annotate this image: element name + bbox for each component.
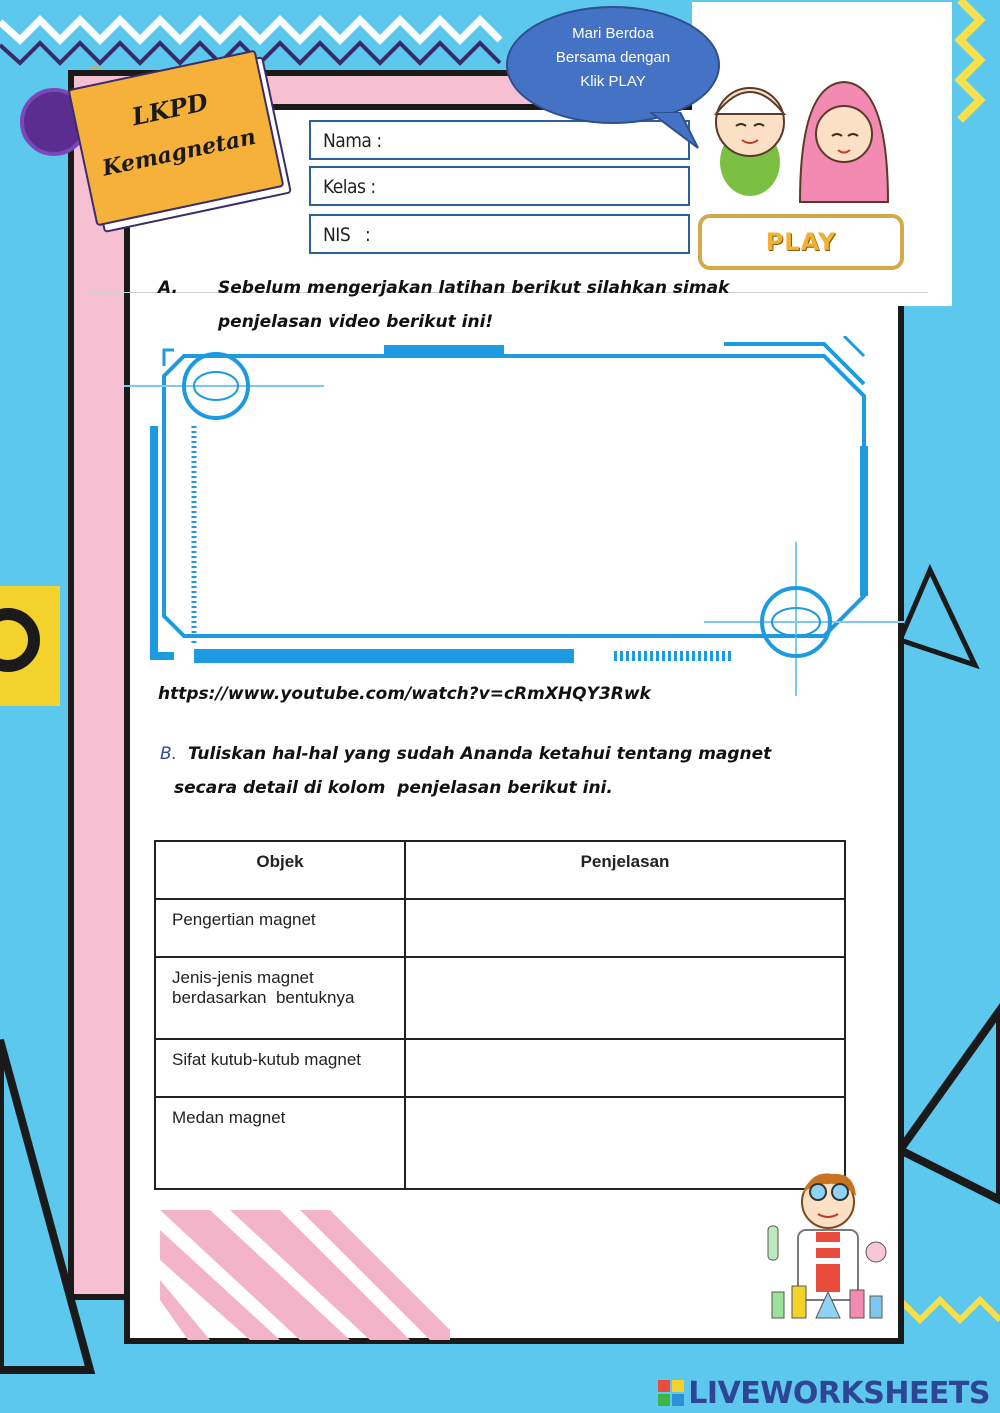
row-objek: [155, 1097, 405, 1189]
video-frame[interactable]: [124, 336, 914, 706]
liveworksheets-watermark: [658, 1376, 990, 1411]
header-objek: Objek: [155, 841, 405, 899]
prayer-speech-bubble: [506, 6, 720, 124]
row-objek: [155, 1039, 405, 1097]
header-penjelasan: Penjelasan: [405, 841, 845, 899]
nis-label: NIS :: [323, 224, 371, 246]
bubble-tail: [650, 112, 710, 152]
explanation-table: [154, 840, 846, 1190]
kelas-field[interactable]: [309, 166, 690, 206]
pink-stripes: [130, 1190, 460, 1340]
section-a-line2: penjelasan video berikut ini!: [218, 312, 494, 332]
lkpd-subtitle: Kemagnetan: [100, 123, 259, 182]
section-a-line1: Sebelum mengerjakan latihan berikut silahkan simak: [218, 278, 730, 298]
lkpd-title: LKPD: [129, 86, 211, 132]
table-row: [155, 899, 845, 957]
table-header-row: [155, 841, 845, 899]
row-objek-text: Medan magnet: [172, 1108, 286, 1127]
table-row: [155, 1097, 845, 1189]
watermark-text: LIVEWORKSHEETS: [688, 1376, 990, 1411]
scientist-boy-illustration: [762, 1166, 892, 1322]
nis-field[interactable]: [309, 214, 690, 254]
bubble-line-1: Mari Berdoa: [572, 25, 654, 42]
row-objek-text: Jenis-jenis magnet: [172, 968, 314, 987]
table-row: [155, 957, 845, 1039]
triangle-bottom-right: [900, 1010, 1000, 1200]
row-objek: [155, 899, 405, 957]
penjelasan-answer-cell[interactable]: [405, 899, 845, 957]
nama-label: Nama :: [323, 130, 382, 152]
row-objek: [155, 957, 405, 1039]
video-frame-outline: [164, 356, 864, 636]
section-b-marker: B.: [160, 744, 178, 764]
section-a-marker: A.: [158, 278, 178, 298]
table-row: [155, 1039, 845, 1097]
kelas-label: Kelas :: [323, 176, 376, 198]
row-objek-text: berdasarkan bentuknya: [172, 988, 355, 1007]
bubble-line-3: Klik PLAY: [580, 73, 646, 90]
zigzag-top-white: [0, 20, 500, 40]
praying-kids-illustration: [692, 2, 952, 212]
penjelasan-answer-cell[interactable]: [405, 957, 845, 1039]
bubble-line-2: Bersama dengan: [555, 49, 671, 66]
penjelasan-answer-cell[interactable]: [405, 1039, 845, 1097]
nama-field[interactable]: [309, 120, 690, 160]
section-b-line1: Tuliskan hal-hal yang sudah Ananda ketahui tentang magnet: [188, 744, 772, 764]
video-url-link[interactable]: https://www.youtube.com/watch?v=cRmXHQY3Rwk: [158, 684, 651, 704]
section-b-line2: secara detail di kolom penjelasan berikut ini.: [174, 778, 613, 798]
row-objek-text: Pengertian magnet: [172, 910, 316, 929]
zigzag-right-yellow: [960, 0, 980, 120]
liveworksheets-logo-icon: [658, 1380, 684, 1406]
play-button[interactable]: PLAY: [698, 214, 904, 270]
row-objek-text: Sifat kutub-kutub magnet: [172, 1050, 362, 1069]
